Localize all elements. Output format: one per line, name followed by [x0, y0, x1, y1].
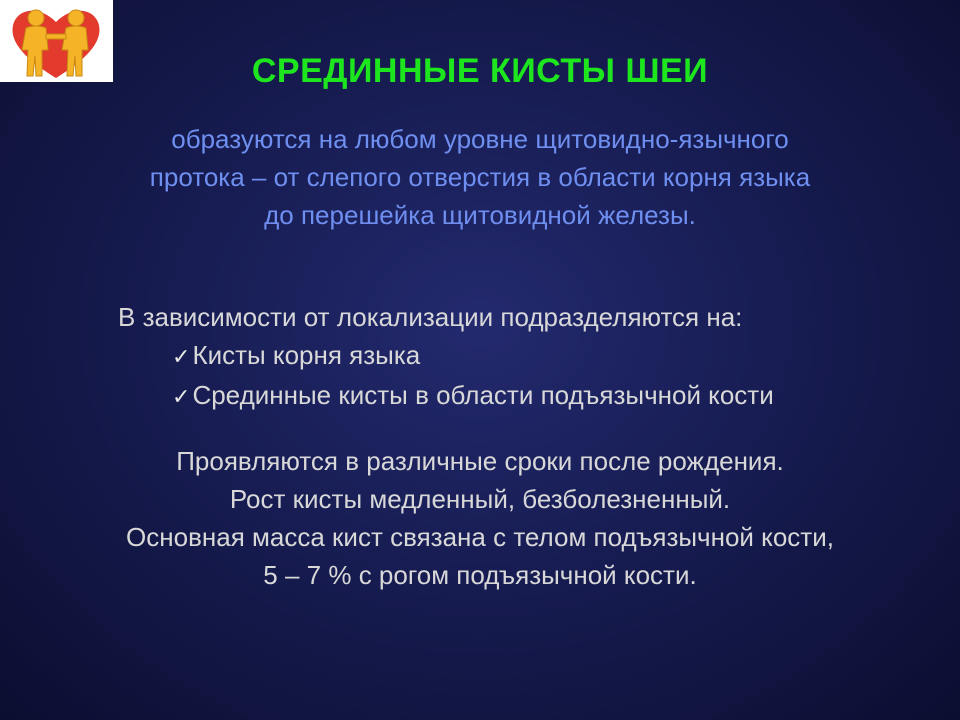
note-line: 5 – 7 % с рогом подъязычной кости.	[263, 560, 697, 590]
list-item-label: Кисты корня языка	[192, 340, 421, 370]
list-item-label: Срединные кисты в области подъязычной кости	[192, 380, 774, 410]
checkmark-icon: ✓	[172, 344, 191, 369]
classification-block	[118, 298, 774, 416]
list-item	[172, 336, 774, 376]
intro-line: образуются на любом уровне щитовидно-язычного	[171, 124, 789, 154]
checkmark-icon: ✓	[172, 384, 191, 409]
notes-block	[0, 442, 960, 594]
intro-line: протока – от слепого отверстия в области корня языка	[149, 162, 811, 192]
intro-line: до перешейка щитовидной железы.	[264, 200, 696, 230]
classification-heading: В зависимости от локализации подразделяются на:	[118, 302, 743, 332]
note-line: Проявляются в различные сроки после рождения.	[176, 446, 784, 476]
list-item	[172, 376, 774, 416]
intro-text	[0, 120, 960, 234]
note-line: Рост кисты медленный, безболезненный.	[229, 484, 731, 514]
classification-list	[118, 336, 774, 416]
note-line: Основная масса кист связана с телом подъязычной кости,	[126, 522, 834, 552]
slide-title: СРЕДИННЫЕ КИСТЫ ШЕИ	[251, 52, 709, 90]
